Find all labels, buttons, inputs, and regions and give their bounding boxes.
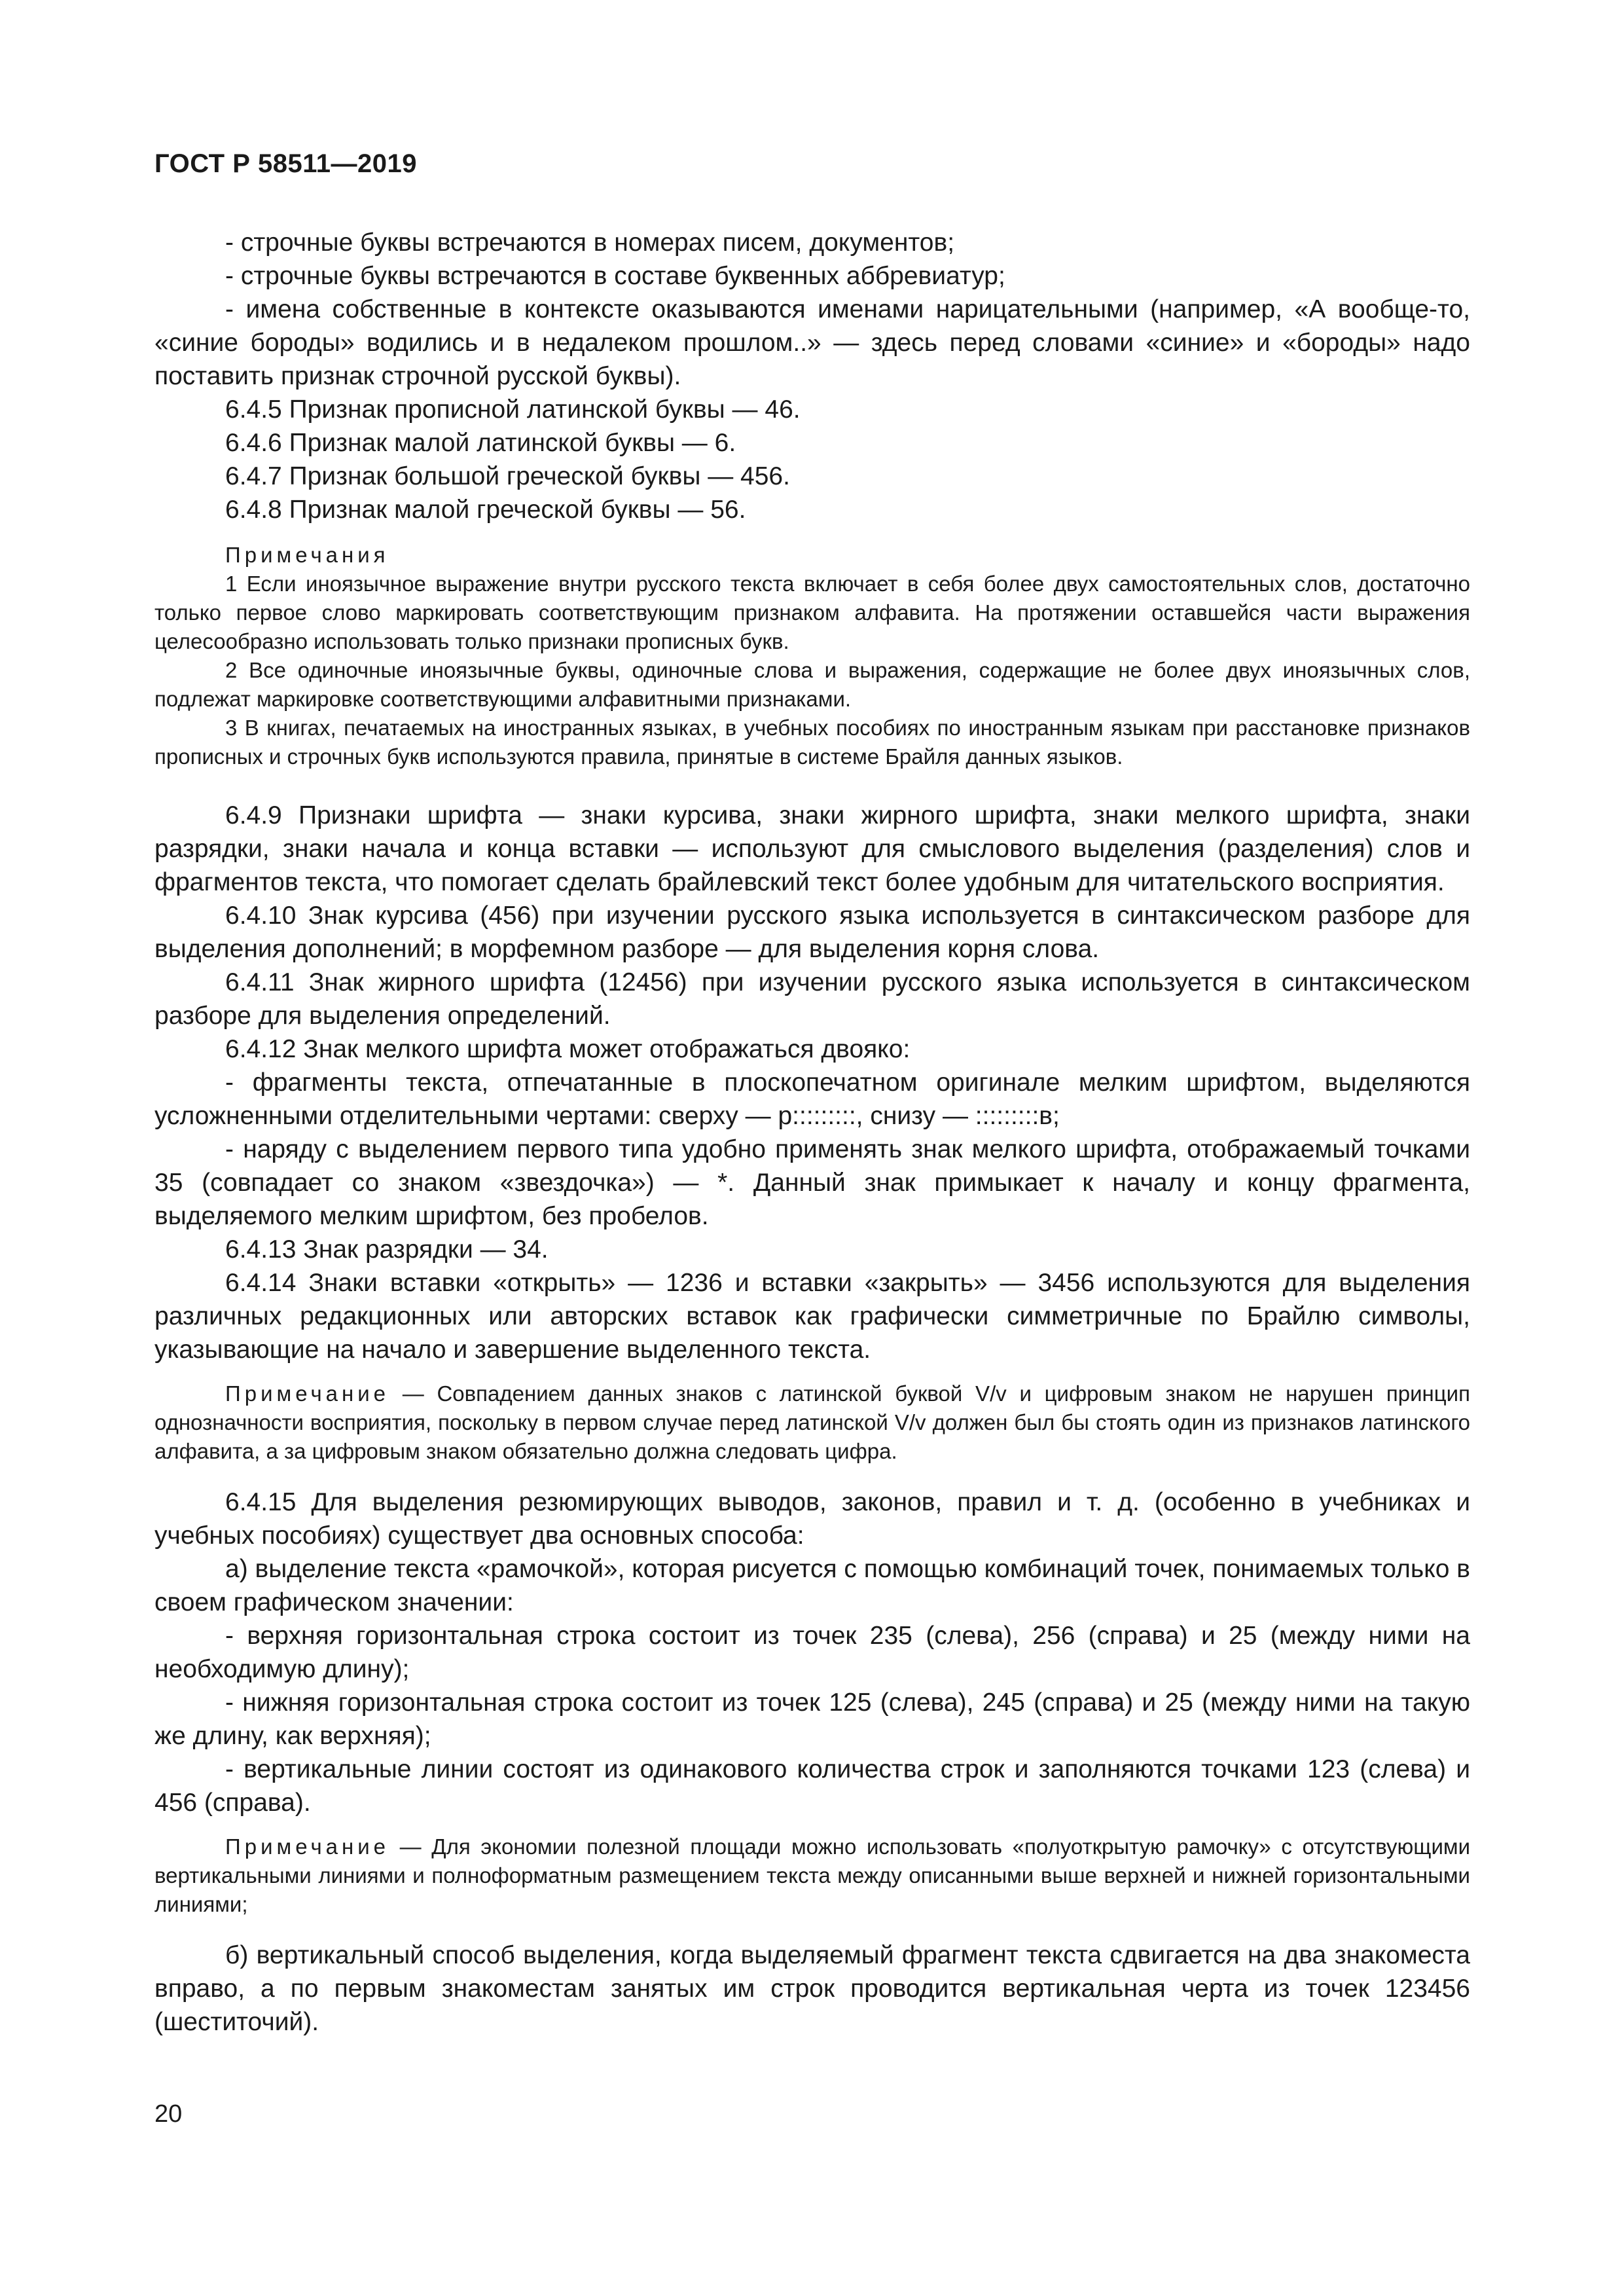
paragraph: - фрагменты текста, отпечатанные в плоскопечатном оригинале мелким шрифтом, выделяются усложненными отделительными чертами: сверху — р:::::::::, снизу — :::::::::в;: [154, 1068, 1470, 1130]
document-code-header: ГОСТ Р 58511—2019: [154, 149, 417, 178]
note-block: [154, 1832, 1470, 1919]
page-number: 20: [154, 2100, 183, 2128]
paragraph: - строчные буквы встречаются в номерах писем, документов;: [225, 228, 955, 257]
clause-6-4-8: 6.4.8 Признак малой греческой буквы — 56.: [225, 496, 746, 524]
paragraph: - верхняя горизонтальная строка состоит из точек 235 (слева), 256 (справа) и 25 (между ними на необходимую длину);: [154, 1622, 1470, 1683]
note-paragraph: [154, 1379, 1470, 1466]
note-label: Примечание: [225, 1381, 390, 1406]
note-item: 2 Все одиночные иноязычные буквы, одиночные слова и выражения, содержащие не более двух иноязычных слов, подлежат маркировке соответствующими алфавитными признаками.: [154, 658, 1470, 711]
paragraph: - имена собственные в контексте оказываются именами нарицательными (например, «А вообще-то, «синие бороды» водились и в недалеком прошлом..» — здесь перед словами «синие» и «бороды» надо поставить признак строчной русской буквы).: [154, 295, 1470, 390]
note-block: [154, 1379, 1470, 1466]
clause-6-4-15: 6.4.15 Для выделения резюмирующих выводов, законов, правил и т. д. (особенно в учебниках и учебных пособиях) существует два основных способа:: [154, 1488, 1470, 1550]
note-item: 3 В книгах, печатаемых на иностранных языках, в учебных пособиях по иностранным языкам при расстановке признаков прописных и строчных букв используются правила, принятые в системе Брайля данных языков.: [154, 716, 1470, 769]
clause-6-4-13: 6.4.13 Знак разрядки — 34.: [225, 1235, 549, 1264]
page-body: [154, 226, 1470, 2039]
note-item: 1 Если иноязычное выражение внутри русского текста включает в себя более двух самостоятельных слов, достаточно только первое слово маркировать соответствующим признаком алфавита. На протяжении оставшейся части выражения целесообразно использовать только признаки прописных букв.: [154, 572, 1470, 653]
notes-block: [154, 541, 1470, 771]
clause-6-4-11: 6.4.11 Знак жирного шрифта (12456) при изучении русского языка используется в синтаксическом разборе для выделения определений.: [154, 968, 1470, 1030]
note-paragraph: [154, 1832, 1470, 1919]
clause-6-4-10: 6.4.10 Знак курсива (456) при изучении русского языка используется в синтаксическом разборе для выделения дополнений; в морфемном разборе — для выделения корня слова.: [154, 902, 1470, 963]
note-text: — Для экономии полезной площади можно использовать «полуоткрытую рамочку» с отсутствующими вертикальными линиями и полноформатным размещением текста между описанными выше верхней и нижней горизонтальными линиями;: [154, 1834, 1470, 1916]
notes-title: [154, 541, 1470, 570]
paragraph: - наряду с выделением первого типа удобно применять знак мелкого шрифта, отображаемый точками 35 (совпадает со знаком «звездочка») — *. Данный знак примыкает к началу и концу фрагмента, выделяемого мелким шрифтом, без пробелов.: [154, 1135, 1470, 1230]
clause-6-4-14: 6.4.14 Знаки вставки «открыть» — 1236 и вставки «закрыть» — 3456 используются для выделения различных редакционных или авторских вставок как графически симметричные по Брайлю символы, указывающие на начало и завершение выделенного текста.: [154, 1269, 1470, 1364]
paragraph: б) вертикальный способ выделения, когда выделяемый фрагмент текста сдвигается на два знакоместа вправо, а по первым знакоместам занятых им строк проводится вертикальная черта из точек 123456 (шеститочий).: [154, 1941, 1470, 2036]
note-text: — Совпадением данных знаков с латинской буквой V/v и цифровым знаком не нарушен принцип однозначности восприятия, поскольку в первом случае перед латинской V/v должен был бы стоять один из признаков латинского алфавита, а за цифровым знаком обязательно должна следовать цифра.: [154, 1381, 1470, 1463]
clause-6-4-7: 6.4.7 Признак большой греческой буквы — 456.: [225, 462, 790, 490]
clause-6-4-12: 6.4.12 Знак мелкого шрифта может отображаться двояко:: [225, 1035, 911, 1063]
paragraph: - нижняя горизонтальная строка состоит из точек 125 (слева), 245 (справа) и 25 (между ними на такую же длину, как верхняя);: [154, 1688, 1470, 1750]
paragraph: - вертикальные линии состоят из одинакового количества строк и заполняются точками 123 (слева) и 456 (справа).: [154, 1755, 1470, 1817]
notes-title-text: Примечания: [225, 543, 389, 567]
clause-6-4-9: 6.4.9 Признаки шрифта — знаки курсива, знаки жирного шрифта, знаки мелкого шрифта, знаки разрядки, знаки начала и конца вставки — используют для смыслового выделения (разделения) слов и фрагментов текста, что помогает сделать брайлевский текст более удобным для читательского восприятия.: [154, 801, 1470, 896]
paragraph: - строчные буквы встречаются в составе буквенных аббревиатур;: [225, 262, 1005, 290]
clause-6-4-5: 6.4.5 Признак прописной латинской буквы — 46.: [225, 395, 801, 424]
clause-6-4-6: 6.4.6 Признак малой латинской буквы — 6.: [225, 429, 736, 457]
paragraph: а) выделение текста «рамочкой», которая рисуется с помощью комбинаций точек, понимаемых только в своем графическом значении:: [154, 1555, 1470, 1616]
note-label: Примечание: [225, 1834, 390, 1859]
